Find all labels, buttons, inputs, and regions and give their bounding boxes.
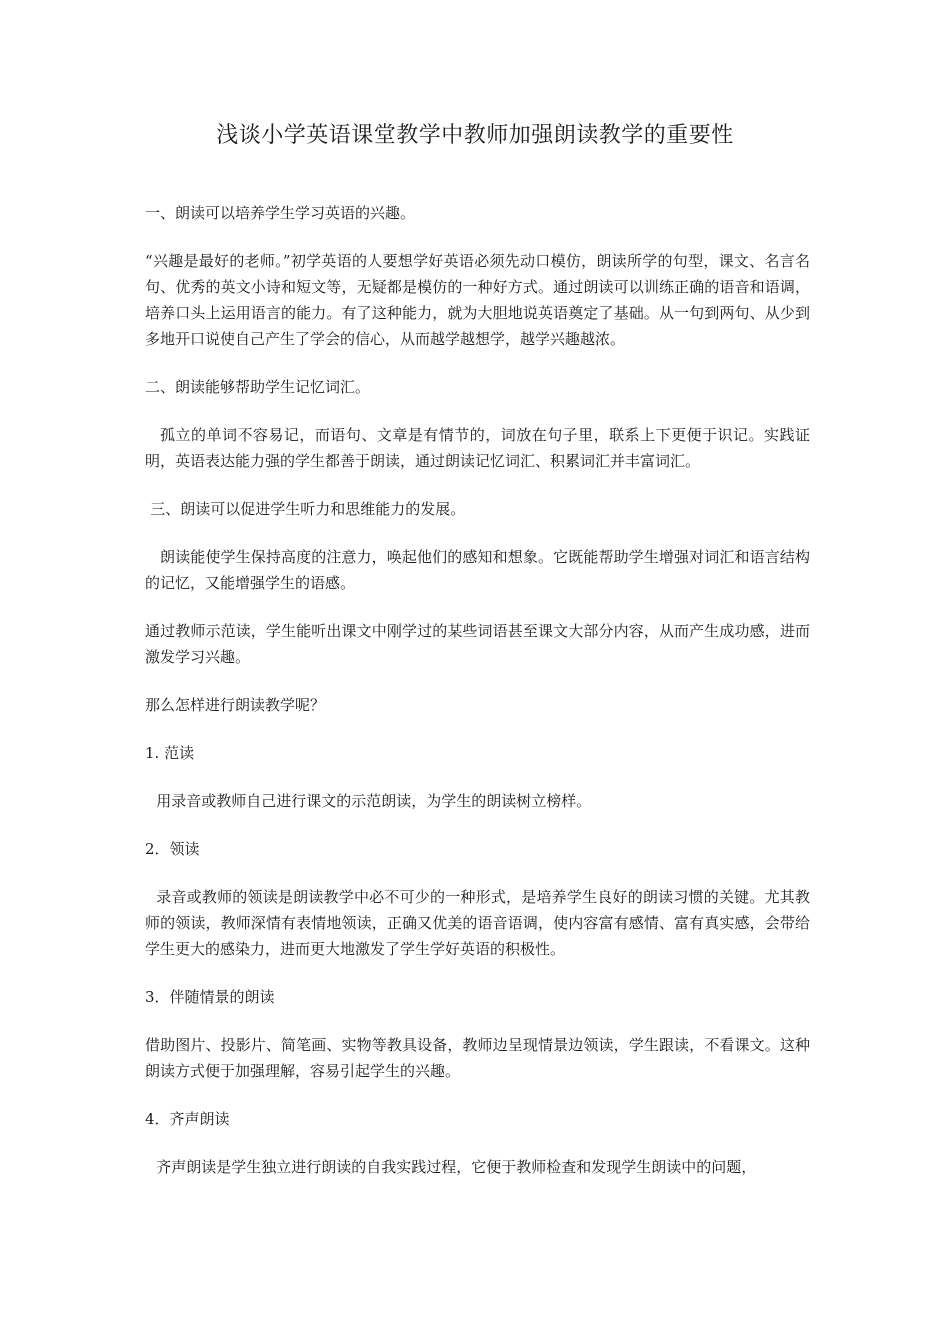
paragraph-lead-reading: 录音或教师的领读是朗读教学中必不可少的一种形式，是培养学生良好的朗读习惯的关键。尤其教师的领读，教师深情有表情地领读，正确又优美的语音语调，使内容富有感情、富有真实感，会带给学生更大的感染力，进而更大地激发了学生学好英语的积极性。 xyxy=(145,888,810,958)
method-heading-1: 1. 范读 xyxy=(145,744,195,762)
paragraph-attention: 朗读能使学生保持高度的注意力，唤起他们的感知和想象。它既能帮助学生增强对词汇和语言结构的记忆，又能增强学生的语感。 xyxy=(145,548,810,592)
document-body xyxy=(145,200,810,1202)
document-title: 浅谈小学英语课堂教学中教师加强朗读教学的重要性 xyxy=(216,123,734,148)
section-heading-1: 一、朗读可以培养学生学习英语的兴趣。 xyxy=(145,204,416,222)
paragraph-vocabulary: 孤立的单词不容易记，而语句、文章是有情节的，词放在句子里，联系上下更便于识记。实践证明，英语表达能力强的学生都善于朗读，通过朗读记忆词汇、积累词汇并丰富词汇。 xyxy=(145,426,810,470)
paragraph-interest: “兴趣是最好的老师。”初学英语的人要想学好英语必须先动口模仿，朗读所学的句型，课文、名言名句、优秀的英文小诗和短文等，无疑都是模仿的一种好方式。通过朗读可以训练正确的语音和语调，培养口头上运用语言的能力。有了这种能力，就为大胆地说英语奠定了基础。从一句到两句、从少到多地开口说使自己产生了学会的信心，从而越学越想学，越学兴趣越浓。 xyxy=(145,252,810,348)
method-heading-2: 2．领读 xyxy=(145,840,200,858)
method-heading-3: 3．伴随情景的朗读 xyxy=(145,988,275,1006)
section-heading-2: 二、朗读能够帮助学生记忆词汇。 xyxy=(145,378,371,396)
paragraph-question: 那么怎样进行朗读教学呢？ xyxy=(145,696,326,714)
paragraph-situational-reading: 借助图片、投影片、简笔画、实物等教具设备，教师边呈现情景边领读，学生跟读，不看课文。这种朗读方式便于加强理解，容易引起学生的兴趣。 xyxy=(145,1036,810,1080)
method-heading-4: 4．齐声朗读 xyxy=(145,1110,230,1128)
paragraph-choral-reading: 齐声朗读是学生独立进行朗读的自我实践过程，它便于教师检查和发现学生朗读中的问题， xyxy=(156,1158,757,1176)
section-heading-3: 三、朗读可以促进学生听力和思维能力的发展。 xyxy=(150,500,466,518)
paragraph-demonstration: 通过教师示范读，学生能听出课文中刚学过的某些词语甚至课文大部分内容，从而产生成功感，进而激发学习兴趣。 xyxy=(145,622,810,666)
paragraph-model-reading: 用录音或教师自己进行课文的示范朗读，为学生的朗读树立榜样。 xyxy=(156,792,592,810)
